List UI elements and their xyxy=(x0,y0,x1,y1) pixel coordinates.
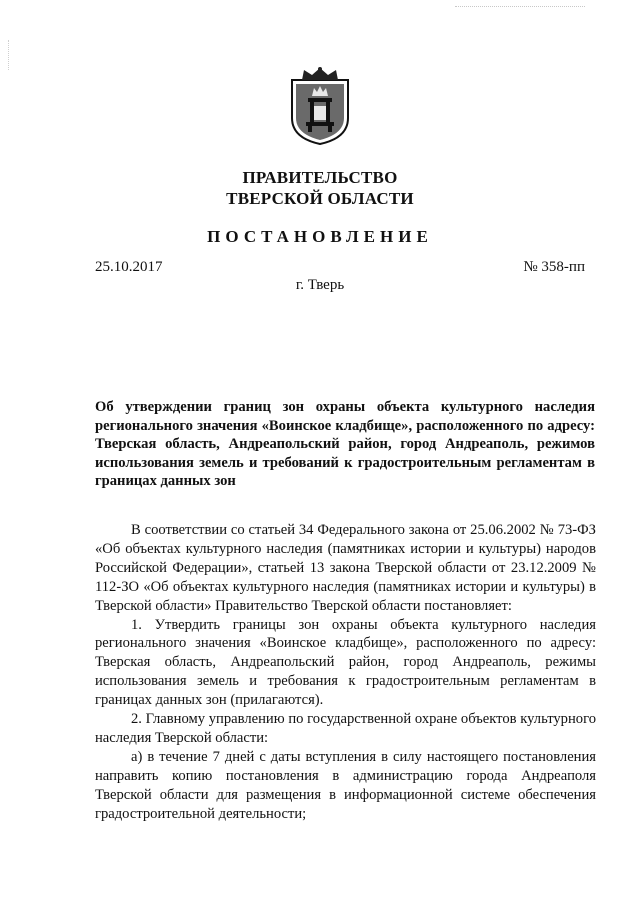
scan-artifact xyxy=(455,6,585,8)
item-2a-paragraph: а) в течение 7 дней с даты вступления в силу настоящего постановления направить копию постановления в администрацию города Андреаполя Тверской области для размещения в информационной системе обеспечения градостроительной деятельности; xyxy=(95,748,596,822)
government-name-line2: ТВЕРСКОЙ ОБЛАСТИ xyxy=(226,189,414,208)
item-2-paragraph: 2. Главному управлению по государственной охране объектов культурного наследия Тверской области: xyxy=(95,711,596,746)
document-type: ПОСТАНОВЛЕНИЕ xyxy=(207,227,433,246)
preamble-paragraph: В соответствии со статьей 34 Федерального закона от 25.06.2002 № 73-ФЗ «Об объектах культурного наследия (памятниках истории и культуры) народов Российской Федерации», статьей 13 закона Тверской области от 23.12.2009 № 112-ЗО «Об объектах культурного наследия (памятниках истории и культуры) в Тверской области» Правительство Тверской области постановляет: xyxy=(95,522,596,614)
government-name-line1: ПРАВИТЕЛЬСТВО xyxy=(242,168,398,187)
document-body xyxy=(95,521,596,824)
scan-artifact xyxy=(8,40,10,70)
document-date: 25.10.2017 xyxy=(95,259,163,275)
document-title: Об утверждении границ зон охраны объекта культурного наследия регионального значения «Воинское кладбище», расположенного по адресу: Тверская область, Андреапольский район, город Андреаполь, режимов использования земель и требований к градостроительным регламентам в границах данных зон xyxy=(95,399,595,490)
tver-coat-of-arms-icon xyxy=(288,66,352,146)
document-number: № 358-пп xyxy=(523,259,585,275)
document-city: г. Тверь xyxy=(295,277,345,293)
item-1-paragraph: 1. Утвердить границы зон охраны объекта культурного наследия регионального значения «Воинское кладбище», расположенного по адресу: Тверская область, Андреапольский район, город Андреаполь, режимы использования земель и требования к градостроительным регламентам в границах данных зон (прилагаются). xyxy=(95,616,596,709)
